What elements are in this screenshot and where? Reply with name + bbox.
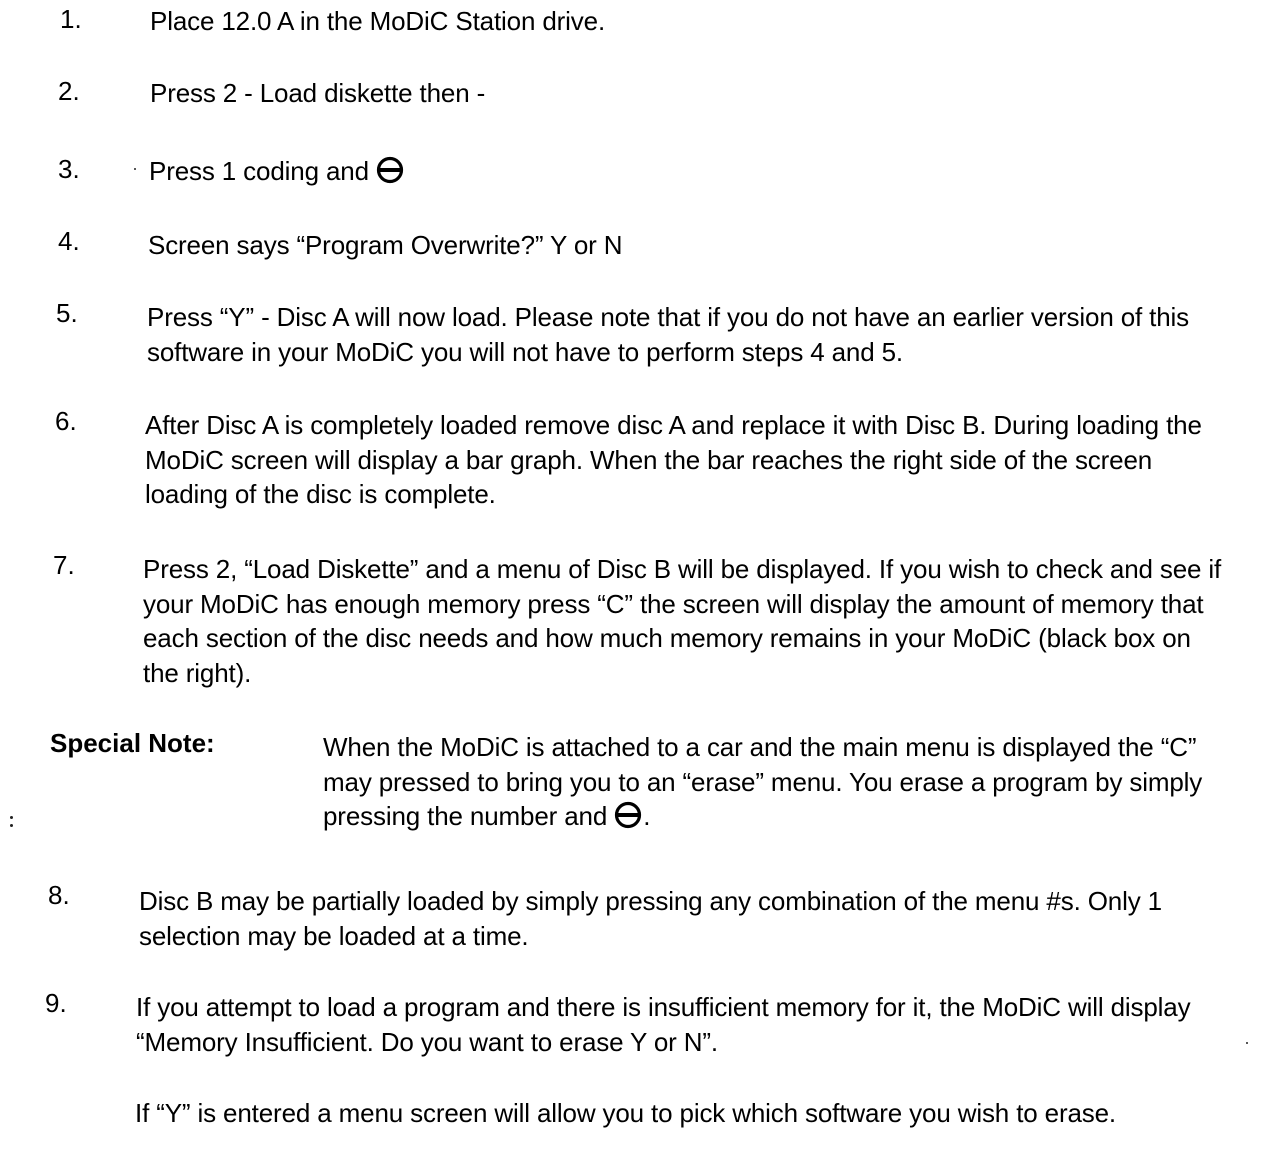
step-7-text: Press 2, “Load Diskette” and a menu of Disc B will be displayed. If you wish to check and see if your MoDiC has enough memory press “C” the screen will display the amount of memory that each section of the disc needs and how much memory remains in your MoDiC (black box on the right). xyxy=(143,554,1222,688)
special-note-body xyxy=(323,730,1228,834)
special-note-text: When the MoDiC is attached to a car and the main menu is displayed the “C” may pressed to bring you to an “erase” menu. You erase a program by simply pressing the number and xyxy=(323,732,1203,831)
step-8-text: Disc B may be partially loaded by simply pressing any combination of the menu #s. Only 1 selection may be loaded at a time. xyxy=(139,886,1162,951)
step-3-text: Press 1 coding and xyxy=(149,156,369,186)
step-6-text: After Disc A is completely loaded remove disc A and replace it with Disc B. During loading the MoDiC screen will display a bar graph. When the bar reaches the right side of the screen loading of the disc is complete. xyxy=(145,410,1202,509)
special-note-label: Special Note: xyxy=(50,728,215,758)
special-note-trailing: . xyxy=(643,801,651,831)
step-1-text: Place 12.0 A in the MoDiC Station drive. xyxy=(150,6,606,36)
step-5-number: 5. xyxy=(56,298,78,328)
step-3-line xyxy=(149,154,405,189)
scan-speck xyxy=(10,824,13,827)
closing-paragraph: If “Y” is entered a menu screen will allow you to pick which software you wish to erase. xyxy=(135,1098,1117,1128)
scan-speck xyxy=(10,816,13,819)
enter-key-icon xyxy=(613,801,643,829)
step-4-number: 4. xyxy=(58,226,80,256)
step-1-number: 1. xyxy=(60,4,82,34)
step-8-number: 8. xyxy=(48,880,70,910)
step-7-number: 7. xyxy=(53,550,75,580)
step-2-number: 2. xyxy=(58,76,80,106)
step-6-number: 6. xyxy=(55,406,77,436)
step-2-text: Press 2 - Load diskette then - xyxy=(150,78,486,108)
enter-key-icon xyxy=(375,156,405,184)
scan-speck xyxy=(1246,1042,1248,1044)
step-5-text: Press “Y” - Disc A will now load. Please note that if you do not have an earlier version of this software in your MoDiC you will not have to perform steps 4 and 5. xyxy=(147,302,1190,367)
step-3-number: 3. xyxy=(58,154,80,184)
step-9-text: If you attempt to load a program and there is insufficient memory for it, the MoDiC will display “Memory Insufficient. Do you want to erase Y or N”. xyxy=(136,992,1191,1057)
scan-speck xyxy=(134,168,136,170)
step-4-text: Screen says “Program Overwrite?” Y or N xyxy=(148,230,623,260)
step-9-number: 9. xyxy=(45,988,67,1018)
